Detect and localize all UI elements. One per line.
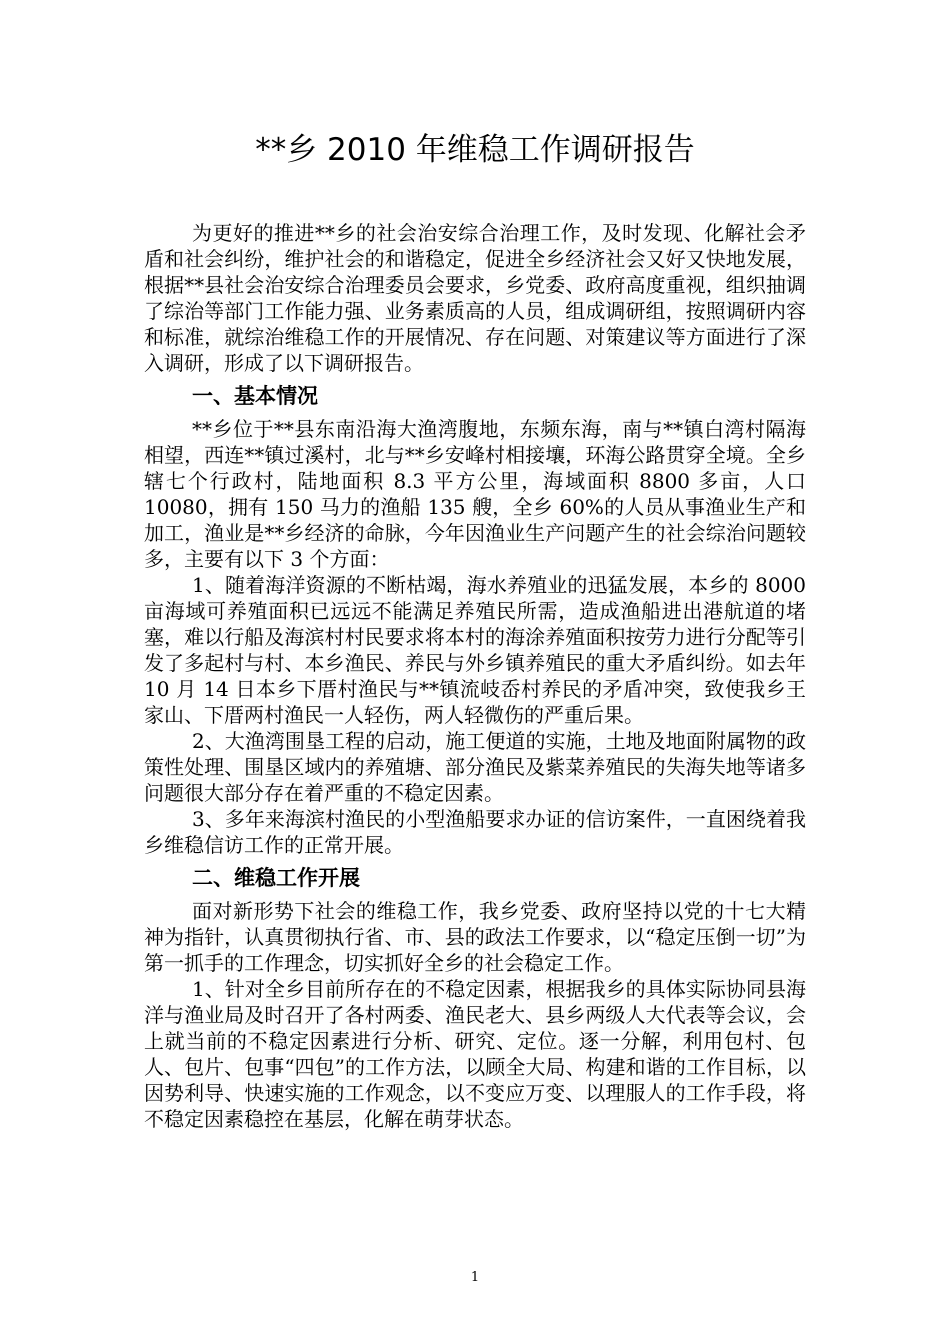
body-paragraph: 面对新形势下社会的维稳工作，我乡党委、政府坚持以党的十七大精神为指针，认真贯彻执行省、市、县的政法工作要求，以“稳定压倒一切”为第一抓手的工作理念，切实抓好全乡的社会稳定工作。 [144, 899, 806, 975]
document-page [144, 0, 806, 1344]
section-heading-basic-situation: 一、基本情况 [192, 384, 318, 408]
body-paragraph: 1、针对全乡目前所存在的不稳定因素，根据我乡的具体实际协同县海洋与渔业局及时召开了各村两委、渔民老大、县乡两级人大代表等会议，会上就当前的不稳定因素进行分析、研究、定位。逐一分解，利用包村、包人、包片、包事“四包”的工作方法，以顾全大局、构建和谐的工作目标，以因势利导、快速实施的工作观念，以不变应万变、以理服人的工作手段，将不稳定因素稳控在基层，化解在萌芽状态。 [144, 977, 806, 1131]
section-heading-stability-work: 二、维稳工作开展 [192, 866, 360, 890]
intro-paragraph: 为更好的推进**乡的社会治安综合治理工作，及时发现、化解社会矛盾和社会纠纷，维护社会的和谐稳定，促进全乡经济社会又好又快地发展，根据**县社会治安综合治理委员会要求，乡党委、政府高度重视，组织抽调了综治等部门工作能力强、业务素质高的人员，组成调研组，按照调研内容和标准，就综治维稳工作的开展情况、存在问题、对策建议等方面进行了深入调研，形成了以下调研报告。 [144, 221, 806, 375]
body-paragraph: 2、大渔湾围垦工程的启动，施工便道的实施，土地及地面附属物的政策性处理、围垦区域内的养殖塘、部分渔民及紫菜养殖民的失海失地等诸多问题很大部分存在着严重的不稳定因素。 [144, 729, 806, 805]
body-paragraph: **乡位于**县东南沿海大渔湾腹地，东频东海，南与**镇白湾村隔海相望，西连**镇过溪村，北与**乡安峰村相接壤，环海公路贯穿全境。全乡辖七个行政村，陆地面积 8.3 平方公里，海域面积 8800 多亩，人口 10080，拥有 150 马力的渔船 135 艘，全乡 60%的人员从事渔业生产和加工，渔业是**乡经济的命脉，今年因渔业生产问题产生的社会综治问题较多，主要有以下 3 个方面： [144, 417, 806, 571]
body-paragraph: 1、随着海洋资源的不断枯竭，海水养殖业的迅猛发展，本乡的 8000 亩海域可养殖面积已远远不能满足养殖民所需，造成渔船进出港航道的堵塞，难以行船及海滨村村民要求将本村的海涂养殖面积按劳力进行分配等引发了多起村与村、本乡渔民、养民与外乡镇养殖民的重大矛盾纠纷。如去年 10 月 14 日本乡下厝村渔民与**镇流岐岙村养民的矛盾冲突，致使我乡王家山、下厝两村渔民一人轻伤，两人轻微伤的严重后果。 [144, 573, 806, 727]
document-body [144, 220, 806, 1132]
page-number: 1 [470, 1270, 480, 1285]
document-title: **乡 2010 年维稳工作调研报告 [255, 132, 695, 168]
body-paragraph: 3、多年来海滨村渔民的小型渔船要求办证的信访案件，一直困绕着我乡维稳信访工作的正常开展。 [144, 807, 806, 857]
